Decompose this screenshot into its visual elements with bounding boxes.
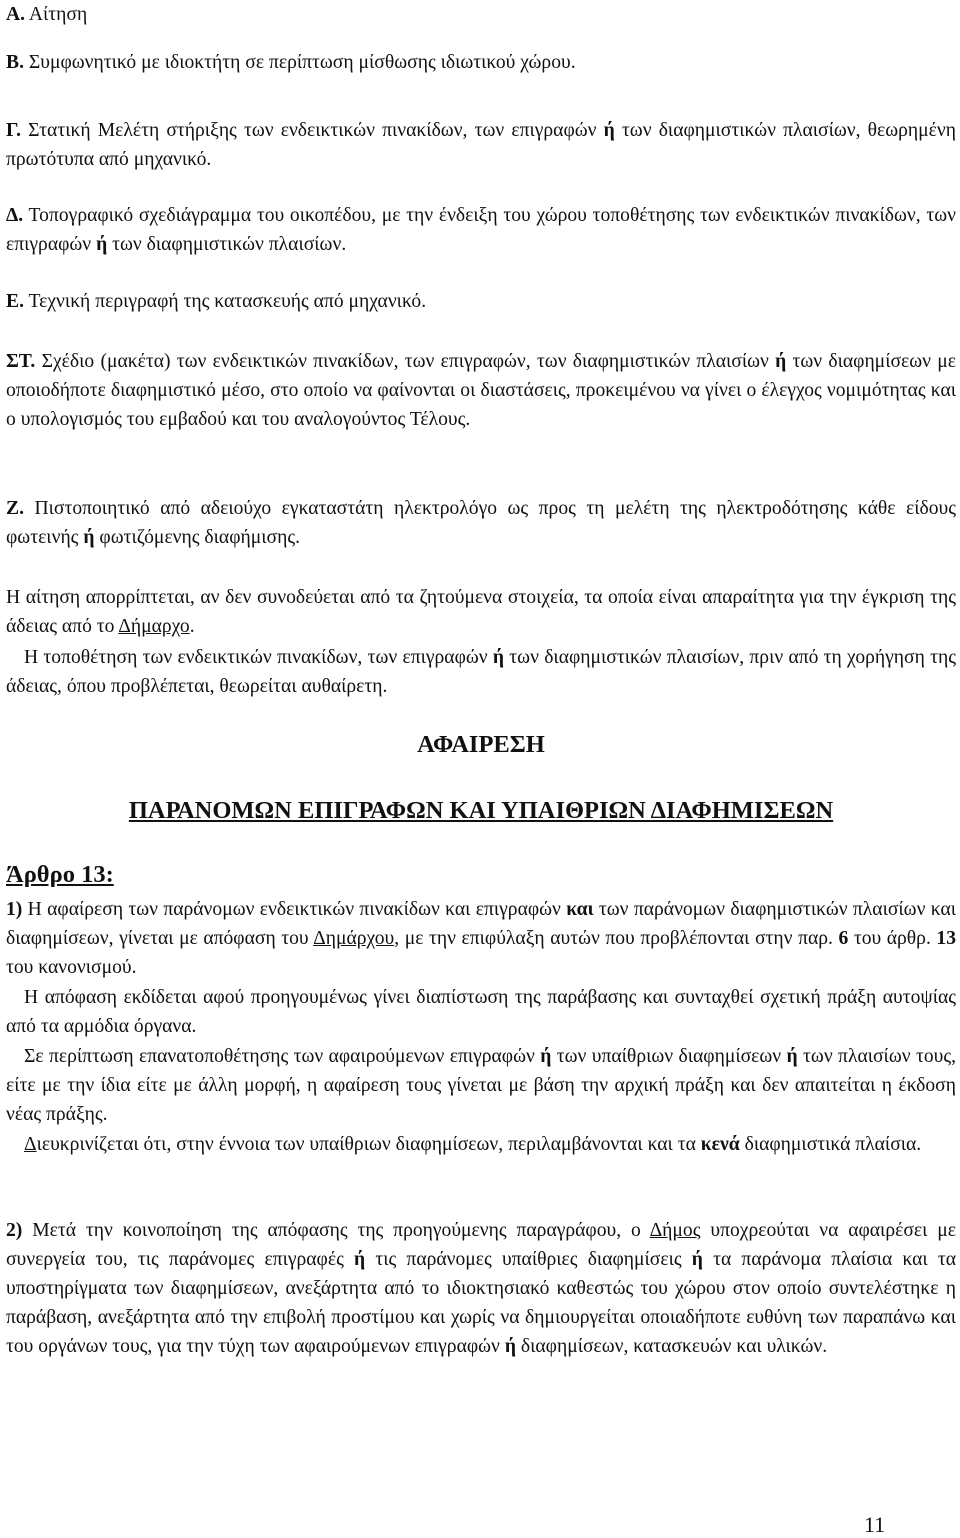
emph-text: 13 [936, 928, 956, 949]
item-e [6, 287, 956, 316]
emph-text: ή [354, 1249, 366, 1270]
emph-text: ή [786, 1046, 798, 1067]
emph-text: ή [492, 647, 505, 668]
item-b [6, 48, 956, 77]
rejection-paragraph [6, 583, 956, 641]
article-paragraph-1 [6, 895, 956, 982]
paragraph-text: τα παράνομα πλαίσια και τα υποστηρίγματα των διαφημίσεων, ανεξάρτητα από το ιδιοκτησιακό καθεστώς του χώρου στον οποίο συντελέστηκε η παράβαση, ανεξάρτητα από την επιβολή προστίμου και χωρίς να δημιουργείται οποιαδήποτε ευθύνη των παραπάνω και του οργάνων τους, για την τύχη των αφαιρούμενων επιγραφών [6, 1249, 957, 1357]
paragraph-text: διαφημίσεων, κατασκευών και υλικών. [515, 1336, 828, 1357]
item-emph: ή [96, 234, 108, 255]
emph-text: και [566, 899, 594, 920]
paragraph-number: 2) [6, 1220, 23, 1241]
paragraph-text: Μετά την κοινοποίηση της απόφασης της προηγούμενης παραγράφου, ο [22, 1220, 650, 1241]
item-text: Αίτηση [25, 4, 88, 25]
paragraph-number: 1) [6, 899, 23, 920]
emph-text: ή [504, 1336, 516, 1357]
item-text: των διαφημιστικών πλαισίων. [107, 234, 347, 255]
paragraph-text: Η αίτηση απορρίπτεται, αν δεν συνοδεύεται από τα ζητούμενα στοιχεία, τα οποία είναι απαραίτητα για την έγκριση της άδειας από το [6, 587, 956, 637]
paragraph-text: του άρθρ. [848, 928, 937, 949]
item-a [6, 0, 956, 29]
item-text: φωτιζόμενης διαφήμισης. [94, 527, 300, 548]
emph-text: 6 [838, 928, 849, 949]
item-text: Πιστοποιητικό από αδειούχο εγκαταστάτη ηλεκτρολόγο ως προς τη μελέτη της ηλεκτροδότησης κάθε είδους φωτεινής [6, 498, 956, 548]
paragraph-text: , με την επιφύλαξη αυτών που προβλέπονται στην παρ. [394, 928, 839, 949]
paragraph-text: . [189, 616, 195, 637]
item-text: Συμφωνητικό με ιδιοκτήτη σε περίπτωση μίσθωσης ιδιωτικού χώρου. [23, 52, 576, 73]
item-text: Στατική Μελέτη στήριξης των ενδεικτικών πινακίδων, των επιγραφών [21, 120, 604, 141]
item-label: Δ. [6, 205, 24, 226]
item-emph: ή [603, 120, 615, 141]
paragraph-text: διαφημιστικά πλαίσια. [739, 1134, 922, 1155]
arbitrary-paragraph [6, 643, 956, 701]
article-paragraph-1b: Η απόφαση εκδίδεται αφού προηγουμένως γίνει διαπίστωση της παράβασης και συνταχθεί σχετική πράξη αυτοψίας από τα αρμόδια όργανα. [6, 987, 956, 1037]
section-heading-illegal-signs [6, 796, 956, 826]
paragraph-text: Η τοποθέτηση των ενδεικτικών πινακίδων, των επιγραφών [24, 647, 493, 668]
item-text: των διαφημίσεων με οποιοδήποτε διαφημιστικό μέσο, στο οποίο να φαίνονται οι διαστάσεις, προκειμένου να γίνει ο έλεγχος νομιμότητας και ο υπολογισμός του εμβαδού και του αναλογούντος Τέλους. [6, 351, 956, 430]
item-emph: ή [83, 527, 95, 548]
item-label: Ε. [6, 291, 24, 312]
paragraph-text: ιευκρινίζεται ότι, στην έννοια των υπαίθριων διαφημίσεων, περιλαμβάνονται και τα [36, 1134, 701, 1155]
item-label: Γ. [6, 120, 21, 141]
article-title: Άρθρο 13: [6, 861, 114, 888]
article-paragraph-1c [6, 1042, 956, 1129]
page-number: 11 [864, 1512, 886, 1537]
emph-text: ή [691, 1249, 703, 1270]
paragraph-text: Σε περίπτωση επανατοποθέτησης των αφαιρούμενων επιγραφών [24, 1046, 541, 1067]
emph-text: ή [540, 1046, 552, 1067]
item-text: Τεχνική περιγραφή της κατασκευής από μηχανικό. [23, 291, 427, 312]
item-label: Ζ. [6, 498, 24, 519]
item-text: Σχέδιο (μακέτα) των ενδεικτικών πινακίδων, των επιγραφών, των διαφημιστικών πλαισίων [35, 351, 776, 372]
item-st [6, 347, 956, 434]
item-z [6, 494, 956, 552]
item-d [6, 201, 956, 259]
paragraph-text: των παράνομων διαφημιστικών πλαισίων και διαφημίσεων, γίνεται με απόφαση του [6, 899, 957, 949]
paragraph-text: υποχρεούται να αφαιρέσει με συνεργεία του, τις παράνομες επιγραφές [6, 1220, 956, 1270]
paragraph-text: των υπαίθριων διαφημίσεων [551, 1046, 787, 1067]
item-label: ΣΤ. [6, 351, 36, 372]
item-c [6, 116, 956, 174]
paragraph-initial: Δ [24, 1134, 37, 1155]
paragraph-text: Η αφαίρεση των παράνομων ενδεικτικών πινακίδων και επιγραφών [22, 899, 567, 920]
heading-text: ΠΑΡΑΝΟΜΩΝ ΕΠΙΓΡΑΦΩΝ ΚΑΙ ΥΠΑΙΘΡΙΩΝ [128, 797, 651, 824]
paragraph-text: τις παράνομες υπαίθριες διαφημίσεις [365, 1249, 692, 1270]
item-label: Β. [6, 52, 24, 73]
dimos-text: Δήμος [649, 1220, 701, 1241]
item-emph: ή [775, 351, 787, 372]
heading-text: ΔΙΑΦΗΜΙΣΕΩΝ [650, 797, 834, 824]
item-label: Α. [6, 4, 26, 25]
paragraph-text: των πλαισίων τους, είτε με την ίδια είτε με άλλη μορφή, η αφαίρεση τους γίνεται με βάση την αρχική πράξη και δεν απαιτείται η έκδοση νέας πράξης. [6, 1046, 956, 1125]
paragraph-text: των διαφημιστικών πλαισίων, πριν από τη χορήγηση της άδειας, όπου προβλέπεται, θεωρείται αυθαίρετη. [6, 647, 956, 697]
item-text: των διαφημιστικών πλαισίων, θεωρημένη πρωτότυπα από μηχανικό. [6, 120, 957, 170]
emph-text: κενά [700, 1134, 740, 1155]
paragraph-text: του κανονισμού. [6, 957, 137, 978]
article-paragraph-1d [6, 1130, 956, 1159]
article-paragraph-2 [6, 1216, 956, 1361]
dimarchou-text: Δημάρχου [313, 928, 395, 949]
dimarcho-text: Δήμαρχο [118, 616, 190, 637]
section-heading-removal: ΑΦΑΙΡΕΣΗ [417, 731, 545, 758]
item-text: Τοπογραφικό σχεδιάγραμμα του οικοπέδου, με την ένδειξη του χώρου τοποθέτησης των ενδεικτικών πινακίδων, των επιγραφών [6, 205, 956, 255]
